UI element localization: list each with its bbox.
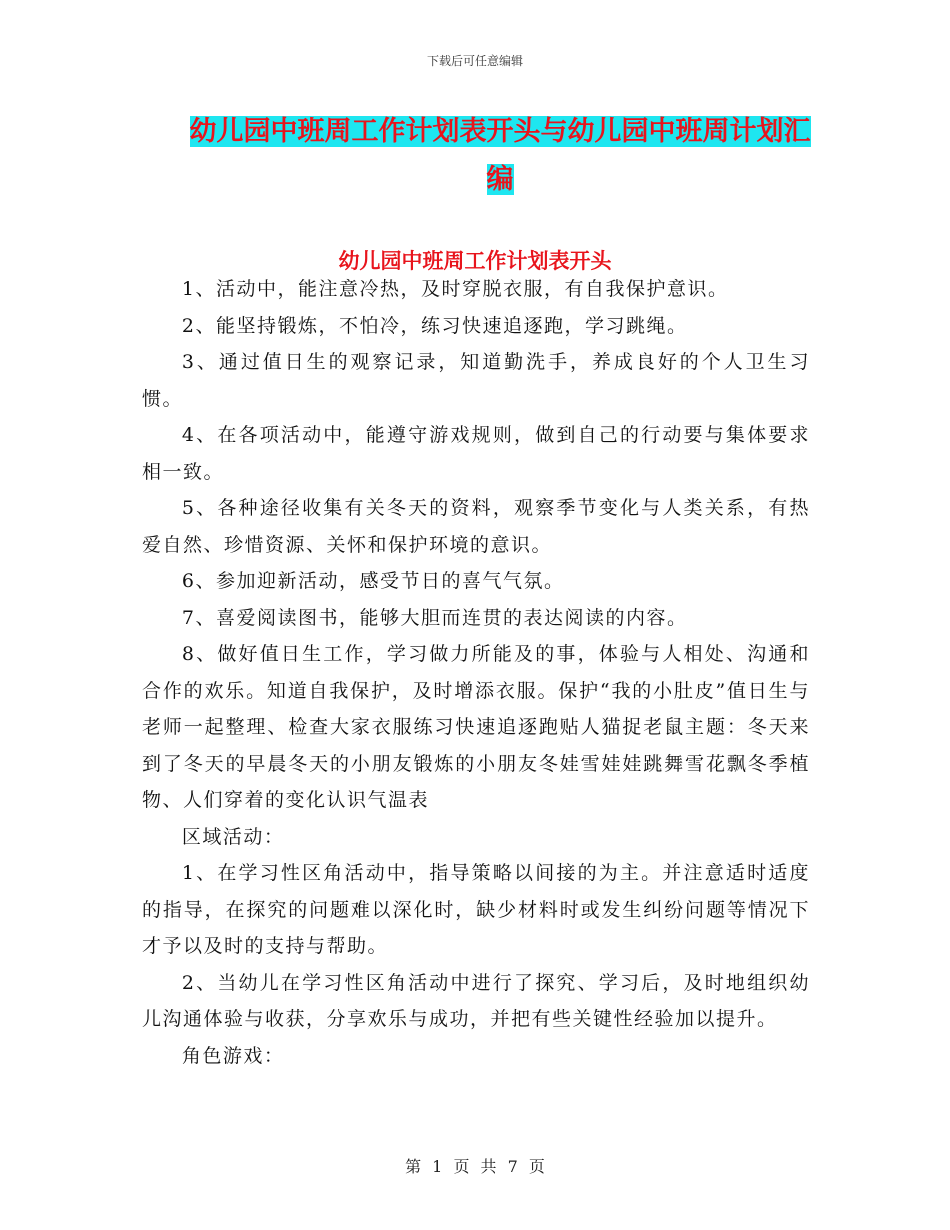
paragraph: 5、各种途径收集有关冬天的资料，观察季节变化与人类关系，有热爱自然、珍惜资源、关怀和保护环境的意识。 xyxy=(142,497,810,556)
section-label: 角色游戏： xyxy=(181,1044,285,1067)
paragraph: 3、通过值日生的观察记录，知道勤洗手，养成良好的个人卫生习惯。 xyxy=(142,351,810,410)
paragraph: 6、参加迎新活动，感受节日的喜气气氛。 xyxy=(181,570,565,592)
paragraph: 2、能坚持锻炼，不怕冷，练习快速追逐跑，学习跳绳。 xyxy=(181,314,688,337)
section-label: 区域活动： xyxy=(181,825,285,848)
paragraph: 7、喜爱阅读图书，能够大胆而连贯的表达阅读的内容。 xyxy=(181,606,688,629)
document-title-text: 幼儿园中班周工作计划表开头与幼儿园中班周计划汇编 xyxy=(189,116,811,195)
paragraph: 1、活动中，能注意冷热，及时穿脱衣服，有自我保护意识。 xyxy=(181,278,729,300)
section-heading: 幼儿园中班周工作计划表开头 xyxy=(338,249,612,273)
page-header: 下载后可任意编辑 xyxy=(426,54,523,68)
paragraph: 1、在学习性区角活动中，指导策略以间接的为主。并注意适时适度的指导，在探究的问题难以深化时，缺少材料时或发生纠纷问题等情况下才予以及时的支持与帮助。 xyxy=(142,862,810,957)
paragraph: 4、在各项活动中，能遵守游戏规则，做到自己的行动要与集体要求相一致。 xyxy=(142,424,810,483)
document-body xyxy=(142,271,810,1074)
document-title xyxy=(185,108,815,204)
paragraph: 8、做好值日生工作，学习做力所能及的事，体验与人相处、沟通和合作的欢乐。知道自我保护，及时增添衣服。保护“我的小肚皮”值日生与老师一起整理、检查大家衣服练习快速追逐跑贴人猫捉老鼠主题：冬天来到了冬天的早晨冬天的小朋友锻炼的小朋友冬娃雪娃娃跳舞雪花飘冬季植物、人们穿着的变化认识气温表 xyxy=(142,643,810,811)
page-number-footer: 第 1 页 共 7 页 xyxy=(405,1157,545,1176)
paragraph: 2、当幼儿在学习性区角活动中进行了探究、学习后，及时地组织幼儿沟通体验与收获，分享欢乐与成功，并把有些关键性经验加以提升。 xyxy=(142,971,810,1030)
